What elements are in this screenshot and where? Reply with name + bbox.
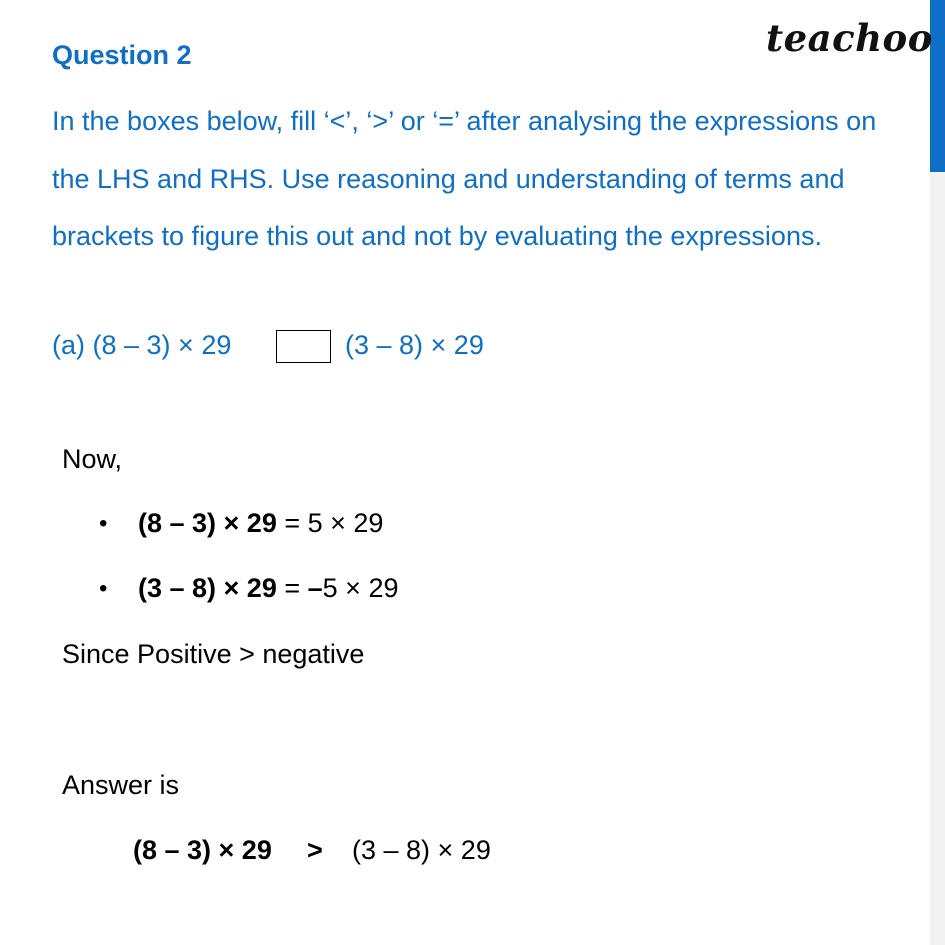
part-a-lhs-expression: (8 – 3) × 29 xyxy=(92,330,232,360)
bullet-2-bold: (3 – 8) × 29 xyxy=(138,573,277,603)
answer-box[interactable] xyxy=(276,330,331,363)
solution-bullet-1 xyxy=(138,503,383,543)
bullet-1-result: 5 × 29 xyxy=(307,508,384,538)
part-a-lhs xyxy=(52,325,231,365)
answer-symbol: > xyxy=(307,835,323,865)
answer-lhs: (8 – 3) × 29 xyxy=(133,835,272,865)
question-text: In the boxes below, fill ‘<’, ‘>’ or ‘=’ after analysing the expressions on the LHS and RHS. Use reasoning and understanding of terms and brackets to figure this out and not by evaluating the expressions. xyxy=(52,106,877,251)
answer-intro: Answer is xyxy=(62,770,180,800)
solution-reason: Since Positive > negative xyxy=(62,639,365,669)
bullet-2-sign: – xyxy=(307,573,323,603)
answer-rhs: (3 – 8) × 29 xyxy=(352,835,491,865)
solution-bullet-2 xyxy=(138,568,398,608)
bullet-2-result: 5 × 29 xyxy=(322,573,399,603)
bullet-icon: • xyxy=(99,510,108,537)
bullet-1-equals: = xyxy=(276,508,308,538)
teachoo-logo: teachoo xyxy=(766,16,933,60)
bullet-1-bold: (8 – 3) × 29 xyxy=(138,508,277,538)
bullet-2-equals: = xyxy=(276,573,308,603)
part-a-label: (a) xyxy=(52,330,85,360)
bullet-icon: • xyxy=(99,575,108,602)
solution-intro: Now, xyxy=(62,444,123,474)
part-a-rhs-expression: (3 – 8) × 29 xyxy=(345,330,484,360)
question-title: Question 2 xyxy=(52,40,192,70)
